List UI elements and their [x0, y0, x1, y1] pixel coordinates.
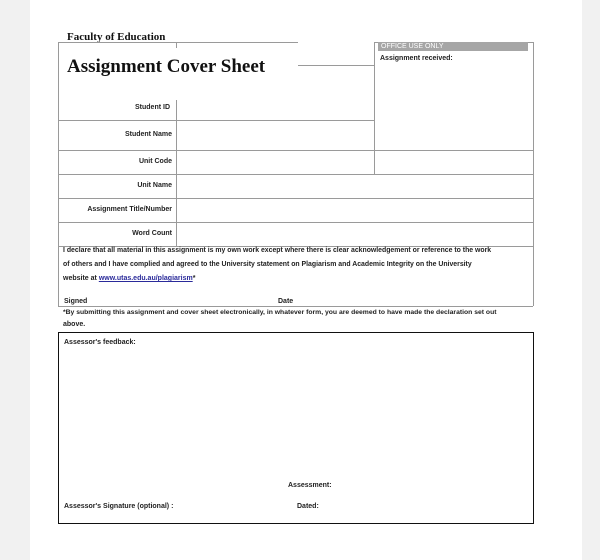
document-page: [30, 0, 582, 560]
student-name-label: Student Name: [124, 131, 172, 138]
assessor-feedback-label: Assessor's feedback:: [64, 339, 136, 346]
dated-label: Dated:: [297, 503, 319, 510]
declaration-line-3: website at www.utas.edu.au/plagiarism*: [63, 275, 196, 282]
student-id-label: Student ID: [135, 104, 170, 111]
form-border-top-left: [58, 42, 298, 43]
form-border-right: [533, 42, 534, 306]
word-count-field[interactable]: [178, 223, 532, 245]
date-label: Date: [278, 298, 294, 305]
submission-note: [63, 307, 543, 331]
unit-name-field[interactable]: [178, 175, 532, 197]
office-use-banner: OFFICE USE ONLY: [378, 42, 528, 51]
assignment-title-label: Assignment Title/Number: [87, 206, 172, 213]
declaration-line-2: of others and I have complied and agreed to the University statement on Plagiarism and Academic Integrity on the University: [63, 261, 472, 268]
unit-code-label: Unit Code: [138, 158, 172, 165]
declaration-line-1: I declare that all material in this assignment is my own work except where there is clear acknowledgement or reference to the work: [63, 247, 492, 254]
unit-name-label: Unit Name: [137, 182, 172, 189]
page-title: Assignment Cover Sheet: [67, 56, 266, 77]
assignment-received-label: Assignment received:: [380, 55, 453, 62]
unit-code-field[interactable]: [178, 151, 532, 173]
assessor-feedback-area[interactable]: [64, 350, 526, 476]
assessment-label: Assessment:: [288, 482, 332, 489]
row-line: [298, 65, 374, 66]
assignment-title-field[interactable]: [178, 199, 532, 221]
faculty-name: Faculty of Education: [67, 31, 166, 43]
student-name-field[interactable]: [178, 121, 373, 149]
note-line-2: above.: [63, 321, 86, 328]
note-line-1: *By submitting this assignment and cover sheet electronically, in whatever form, you are deemed to have made the declaration set out: [63, 309, 497, 316]
signed-label: Signed: [64, 298, 88, 305]
declaration-text: [63, 244, 531, 286]
plagiarism-link[interactable]: www.utas.edu.au/plagiarism: [98, 275, 193, 282]
assessor-signature-label: Assessor's Signature (optional) :: [64, 503, 174, 510]
word-count-label: Word Count: [132, 230, 172, 237]
